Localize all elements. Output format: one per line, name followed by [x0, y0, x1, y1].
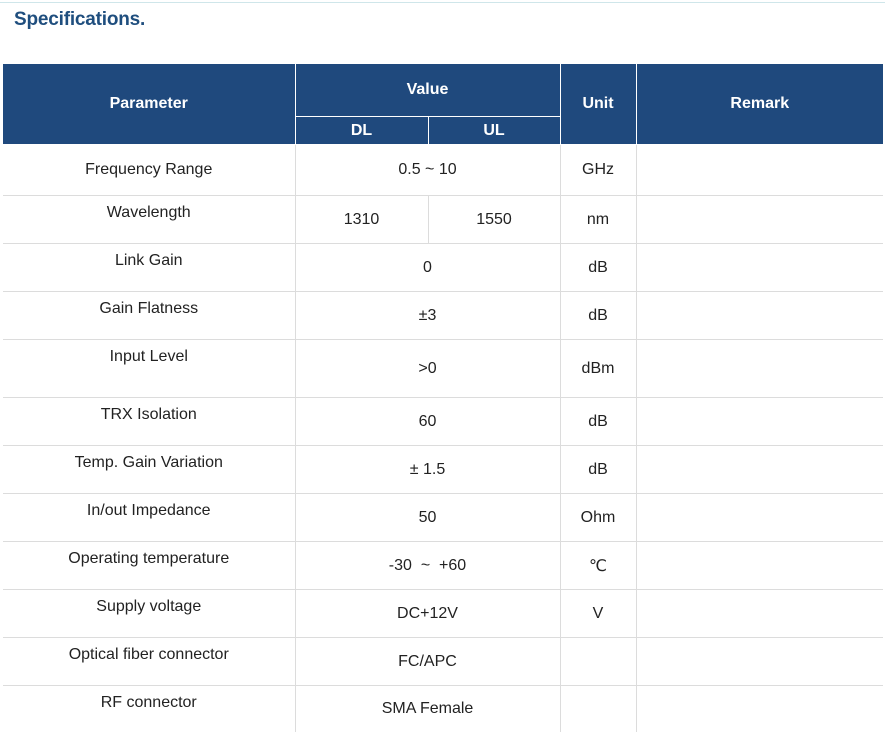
remark-cell [636, 494, 883, 542]
ul-value-cell: 1550 [428, 196, 560, 244]
unit-cell: ℃ [560, 542, 636, 590]
unit-cell: V [560, 590, 636, 638]
remark-cell [636, 590, 883, 638]
remark-cell [636, 542, 883, 590]
remark-cell [636, 340, 883, 398]
remark-cell [636, 686, 883, 732]
value-cell: FC/APC [295, 638, 560, 686]
specifications-table [3, 64, 883, 732]
value-cell: 0.5 ~ 10 [295, 145, 560, 196]
value-cell: 0 [295, 244, 560, 292]
dl-value-cell: 1310 [295, 196, 428, 244]
unit-cell: nm [560, 196, 636, 244]
remark-cell [636, 145, 883, 196]
page-title: Specifications. [14, 9, 146, 30]
table-row [3, 638, 883, 686]
parameter-cell: RF connector [3, 686, 295, 732]
table-row [3, 244, 883, 292]
unit-cell: GHz [560, 145, 636, 196]
parameter-cell: In/out Impedance [3, 494, 295, 542]
remark-cell [636, 446, 883, 494]
value-cell: -30 ~ +60 [295, 542, 560, 590]
table-row [3, 196, 883, 244]
value-cell: 60 [295, 398, 560, 446]
parameter-cell: Wavelength [3, 196, 295, 244]
parameter-cell: Gain Flatness [3, 292, 295, 340]
unit-cell: dB [560, 244, 636, 292]
parameter-cell: Input Level [3, 340, 295, 398]
table-row [3, 494, 883, 542]
parameter-cell: Temp. Gain Variation [3, 446, 295, 494]
table-row [3, 340, 883, 398]
table-row [3, 446, 883, 494]
header-dl: DL [295, 117, 428, 145]
remark-cell [636, 244, 883, 292]
table-header-row [3, 64, 883, 117]
value-cell: ±3 [295, 292, 560, 340]
parameter-cell: Link Gain [3, 244, 295, 292]
table-row [3, 542, 883, 590]
remark-cell [636, 292, 883, 340]
parameter-cell: Optical fiber connector [3, 638, 295, 686]
value-cell: >0 [295, 340, 560, 398]
unit-cell: dB [560, 292, 636, 340]
table-row [3, 590, 883, 638]
unit-cell [560, 686, 636, 732]
remark-cell [636, 638, 883, 686]
unit-cell: dBm [560, 340, 636, 398]
value-cell: SMA Female [295, 686, 560, 732]
unit-cell [560, 638, 636, 686]
header-remark: Remark [636, 64, 883, 145]
parameter-cell: Operating temperature [3, 542, 295, 590]
parameter-cell: TRX Isolation [3, 398, 295, 446]
table-row [3, 292, 883, 340]
parameter-cell: Supply voltage [3, 590, 295, 638]
unit-cell: dB [560, 446, 636, 494]
table-row [3, 398, 883, 446]
header-parameter: Parameter [3, 64, 295, 145]
parameter-cell: Frequency Range [3, 145, 295, 196]
header-value: Value [295, 64, 560, 117]
header-ul: UL [428, 117, 560, 145]
remark-cell [636, 398, 883, 446]
unit-cell: dB [560, 398, 636, 446]
value-cell: ± 1.5 [295, 446, 560, 494]
header-unit: Unit [560, 64, 636, 145]
table-row [3, 686, 883, 732]
unit-cell: Ohm [560, 494, 636, 542]
value-cell: 50 [295, 494, 560, 542]
value-cell: DC+12V [295, 590, 560, 638]
top-divider [0, 2, 885, 3]
table-row [3, 145, 883, 196]
remark-cell [636, 196, 883, 244]
